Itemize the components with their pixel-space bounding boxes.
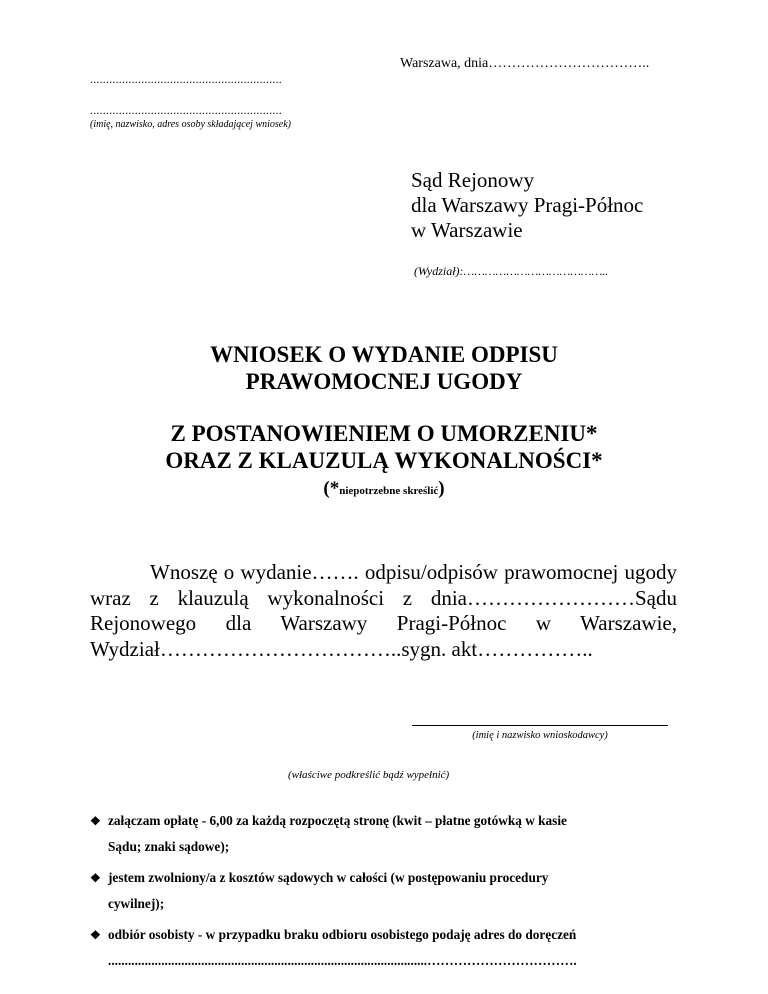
court-district: dla Warszawy Pragi-Północ	[411, 193, 644, 217]
subtitle-line-1: Z POSTANOWIENIEM O UMORZENIU*	[170, 421, 598, 446]
signature-line	[412, 725, 668, 726]
option-exemption-line-2: cywilnej);	[108, 896, 165, 911]
options-list	[90, 808, 677, 979]
option-exemption-line-1: jestem zwolniony/a z kosztów sądowych w całości (w postępowaniu procedury	[108, 870, 549, 885]
option-pickup-line-2: ................................................................................................…………………………….	[108, 953, 577, 968]
strike-note-text: niepotrzebne skreślić	[339, 485, 439, 497]
document-subtitle	[0, 420, 768, 474]
strike-note-open: (*	[323, 478, 340, 499]
applicant-caption: (imię, nazwisko, adres osoby składającej wniosek)	[90, 119, 291, 130]
options-caption: (właściwe podkreślić bądź wypełnić)	[288, 769, 450, 781]
signature-caption: (imię i nazwisko wnioskodawcy)	[472, 730, 608, 741]
diamond-bullet-icon: ❖	[90, 814, 101, 828]
option-pickup	[90, 922, 677, 974]
document-title	[0, 341, 768, 395]
court-address	[411, 168, 643, 243]
title-line-1: WNIOSEK O WYDANIE ODPISU	[210, 342, 558, 367]
request-body: Wnoszę o wydanie……. odpisu/odpisów prawomocnej ugody wraz z klauzulą wykonalności z dnia……………………Sądu Rejonowego dla Warszawy Pragi-Północ w Warszawie, Wydział……………………………..sygn. akt……………..	[90, 560, 677, 661]
strike-note	[0, 478, 768, 500]
court-name: Sąd Rejonowy	[411, 168, 535, 192]
applicant-address-dots: ............................................................	[90, 103, 282, 117]
subtitle-line-2: ORAZ Z KLAUZULĄ WYKONALNOŚCI*	[165, 448, 603, 473]
strike-note-close: )	[438, 478, 445, 499]
date-line: Warszawa, dnia……………………………..	[400, 56, 650, 71]
option-fee-line-2: Sądu; znaki sądowe);	[108, 839, 230, 854]
option-fee-line-1: załączam opłatę - 6,00 za każdą rozpoczętą stronę (kwit – płatne gotówką w kasie	[108, 813, 567, 828]
applicant-name-dots: ............................................................	[90, 72, 282, 86]
diamond-bullet-icon: ❖	[90, 871, 101, 885]
court-city: w Warszawie	[411, 218, 523, 242]
diamond-bullet-icon: ❖	[90, 928, 101, 942]
court-division: (Wydział):…………………………………..	[414, 264, 609, 278]
title-line-2: PRAWOMOCNEJ UGODY	[245, 369, 523, 394]
option-pickup-line-1: odbiór osobisty - w przypadku braku odbioru osobistego podaję adres do doręczeń	[108, 927, 577, 942]
option-exemption	[90, 865, 677, 917]
option-fee	[90, 808, 677, 860]
